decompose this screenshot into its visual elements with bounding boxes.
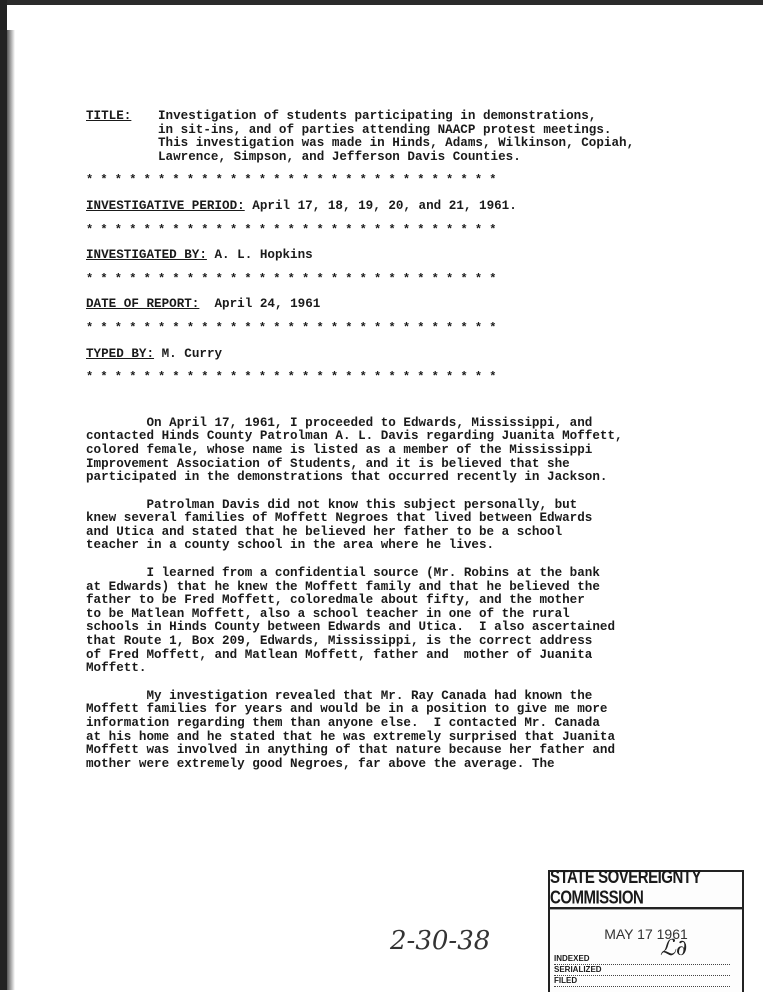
field-value: April 17, 18, 19, 20, and 21, 1961. (252, 198, 517, 213)
title-block (86, 110, 726, 164)
investigated-by (86, 249, 726, 263)
separator: * * * * * * * * * * * * * * * * * * * * * * * * * * * * * (86, 271, 497, 286)
title-line: Investigation of students participating in demonstrations, (158, 109, 597, 123)
field-label: DATE OF REPORT: (86, 297, 200, 312)
paragraph: My investigation revealed that Mr. Ray Canada had known the Moffett families for years and would be in a position to give me more information regarding them than anyone else. I contacted Mr. Canada at his home and he stated that he was extremely surprised that Juanita Moffett was involved in anything of that nature because her father and mother were extremely good Negroes, far above the average. The (86, 688, 616, 771)
title-label: TITLE: (86, 109, 132, 123)
report-body (86, 417, 726, 772)
field-label: INVESTIGATED BY: (86, 248, 207, 263)
field-label: INVESTIGATIVE PERIOD: (86, 198, 245, 213)
stamp-checklist (554, 954, 730, 987)
stamp-date: MAY 17 1961 (604, 926, 688, 942)
separator: * * * * * * * * * * * * * * * * * * * * * * * * * * * * * (86, 222, 497, 237)
scan-left-edge (0, 0, 7, 990)
paragraph: I learned from a confidential source (Mr. Robins at the bank at Edwards) that he knew the Moffett family and that he believed the father to be Fred Moffett, coloredmale about fifty, and the mother to be Matlean Moffett, also a school teacher in one of the rural schools in Hinds County between Edwards and Utica. I also ascertained that Route 1, Box 209, Edwards, Mississippi, is the correct address of Fred Moffett, and Matlean Moffett, father and mother of Juanita Moffett. (86, 566, 616, 676)
field-label: TYPED BY: (86, 346, 155, 361)
stamp-line: SERIALIZED (554, 965, 730, 976)
field-value: A. L. Hopkins (214, 248, 313, 263)
paragraph: On April 17, 1961, I proceeded to Edwards, Mississippi, and contacted Hinds County Patrolman A. L. Davis regarding Juanita Moffett, colored female, whose name is listed as a member of the Mississippi Improvement Association of Students, and it is believed that she participated in the demonstrations that occurred recently in Jackson. (86, 415, 623, 485)
handwritten-file-number: 2-30-38 (390, 926, 491, 956)
typed-by (86, 348, 726, 362)
paragraph: Patrolman Davis did not know this subject personally, but knew several families of Moffett Negroes that lived between Edwards and Utica and stated that he believed her father to be a school teacher in a county school in the area where he lives. (86, 497, 593, 553)
separator: * * * * * * * * * * * * * * * * * * * * * * * * * * * * * (86, 370, 497, 385)
stamp-header: STATE SOVEREIGNTY COMMISSION (550, 869, 742, 910)
field-value: M. Curry (161, 346, 223, 361)
stamp-line: INDEXED (554, 954, 730, 965)
scan-left-shadow (7, 30, 15, 990)
investigative-period (86, 200, 726, 214)
title-line: This investigation was made in Hinds, Adams, Wilkinson, Copiah, (158, 136, 635, 151)
separator: * * * * * * * * * * * * * * * * * * * * * * * * * * * * * (86, 173, 497, 188)
scan-top-edge (0, 0, 763, 5)
date-of-report (86, 298, 726, 312)
title-text (158, 110, 726, 164)
field-value: April 24, 1961 (214, 297, 321, 312)
stamp-initials-signature: ℒ∂ (660, 936, 688, 961)
report-page (86, 110, 726, 785)
separator: * * * * * * * * * * * * * * * * * * * * * * * * * * * * * (86, 320, 497, 335)
stamp-line: FILED (554, 976, 730, 987)
title-line: Lawrence, Simpson, and Jefferson Davis Counties. (158, 149, 521, 164)
title-line: in sit-ins, and of parties attending NAACP protest meetings. (158, 122, 612, 137)
received-stamp (548, 867, 744, 992)
